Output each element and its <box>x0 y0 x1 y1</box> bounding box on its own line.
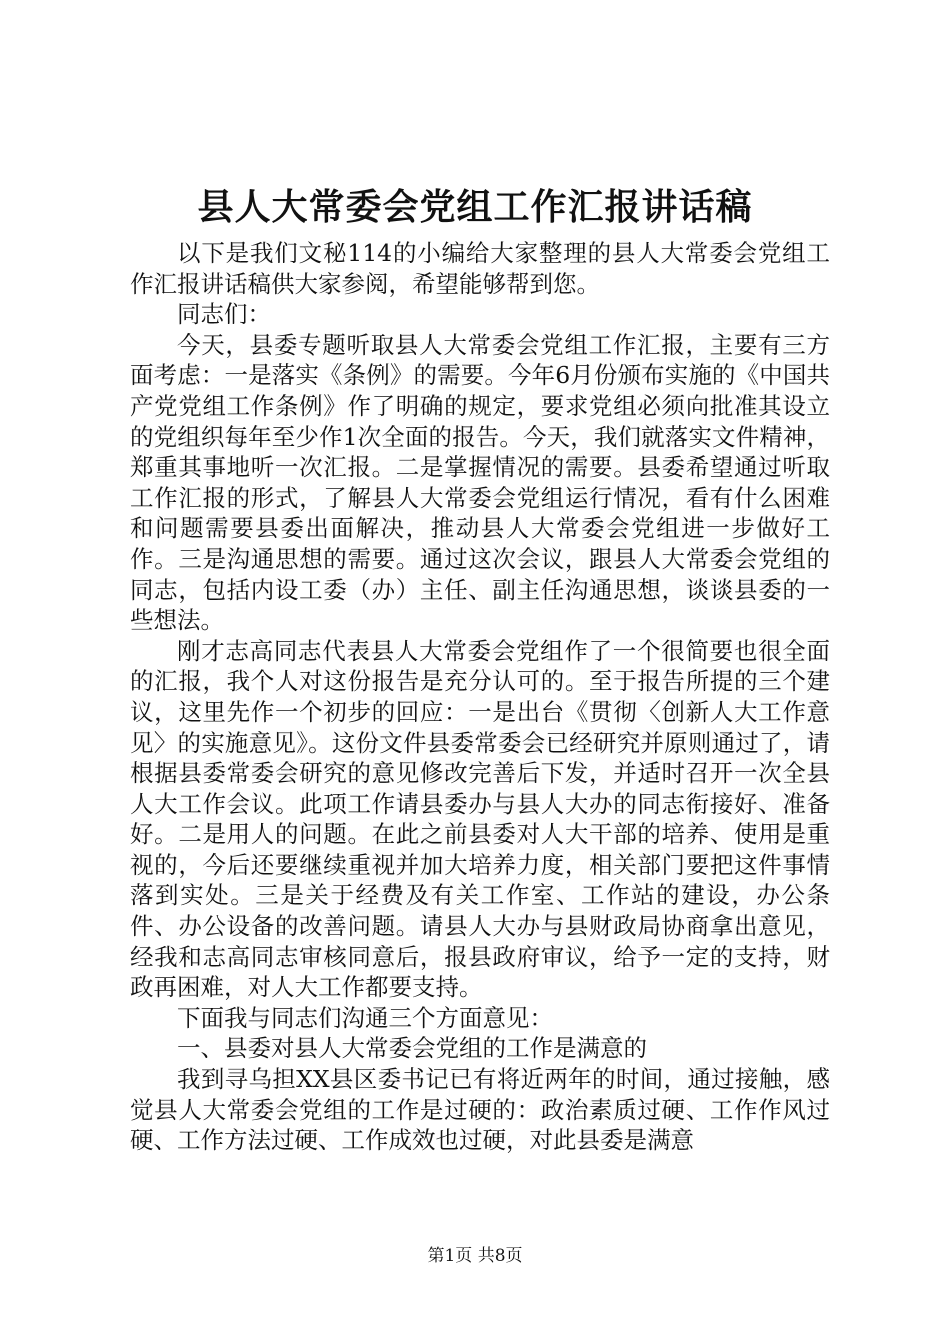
intro-paragraph: 以下是我们文秘114的小编给大家整理的县人大常委会党组工作汇报讲话稿供大家参阅，希望能够帮到您。 <box>130 239 830 298</box>
body-paragraph: 下面我与同志们沟通三个方面意见： <box>177 1003 553 1032</box>
salutation-paragraph: 同志们： <box>177 300 271 329</box>
body-paragraph: 刚才志高同志代表县人大常委会党组作了一个很简要也很全面的汇报，我个人对这份报告是充分认可的。至于报告所提的三个建议，这里先作一个初步的回应：一是出台《贯彻〈创新人大工作意见〉的实施意见》。这份文件县委常委会已经研究并原则通过了，请根据县委常委会研究的意见修改完善后下发，并适时召开一次全县人大工作会议。此项工作请县委办与县人大办的同志衔接好、准备好。二是用人的问题。在此之前县委对人大干部的培养、使用是重视的，今后还要继续重视并加大培养力度，相关部门要把这件事情落到实处。三是关于经费及有关工作室、工作站的建设，办公条件、办公设备的改善问题。请县人大办与县财政局协商拿出意见，经我和志高同志审核同意后，报县政府审议，给予一定的支持，财政再困难，对人大工作都要支持。 <box>130 636 830 1002</box>
document-body <box>130 238 830 1156</box>
document-title: 县人大常委会党组工作汇报讲话稿 <box>197 186 753 228</box>
body-paragraph: 我到寻乌担XX县区委书记已有将近两年的时间，通过接触，感觉县人大常委会党组的工作是过硬的：政治素质过硬、工作作风过硬、工作方法过硬、工作成效也过硬，对此县委是满意 <box>130 1065 830 1155</box>
body-paragraph: 今天，县委专题听取县人大常委会党组工作汇报，主要有三方面考虑：一是落实《条例》的需要。今年6月份颁布实施的《中国共产党党组工作条例》作了明确的规定，要求党组必须向批准其设立的党组织每年至少作1次全面的报告。今天，我们就落实文件精神，郑重其事地听一次汇报。二是掌握情况的需要。县委希望通过听取工作汇报的形式，了解县人大常委会党组运行情况，看有什么困难和问题需要县委出面解决，推动县人大常委会党组进一步做好工作。三是沟通思想的需要。通过这次会议，跟县人大常委会党组的同志，包括内设工委（办）主任、副主任沟通思想，谈谈县委的一些想法。 <box>130 330 830 635</box>
page-footer: 第1页 共8页 <box>427 1246 523 1266</box>
section-heading: 一、县委对县人大常委会党组的工作是满意的 <box>177 1034 647 1063</box>
